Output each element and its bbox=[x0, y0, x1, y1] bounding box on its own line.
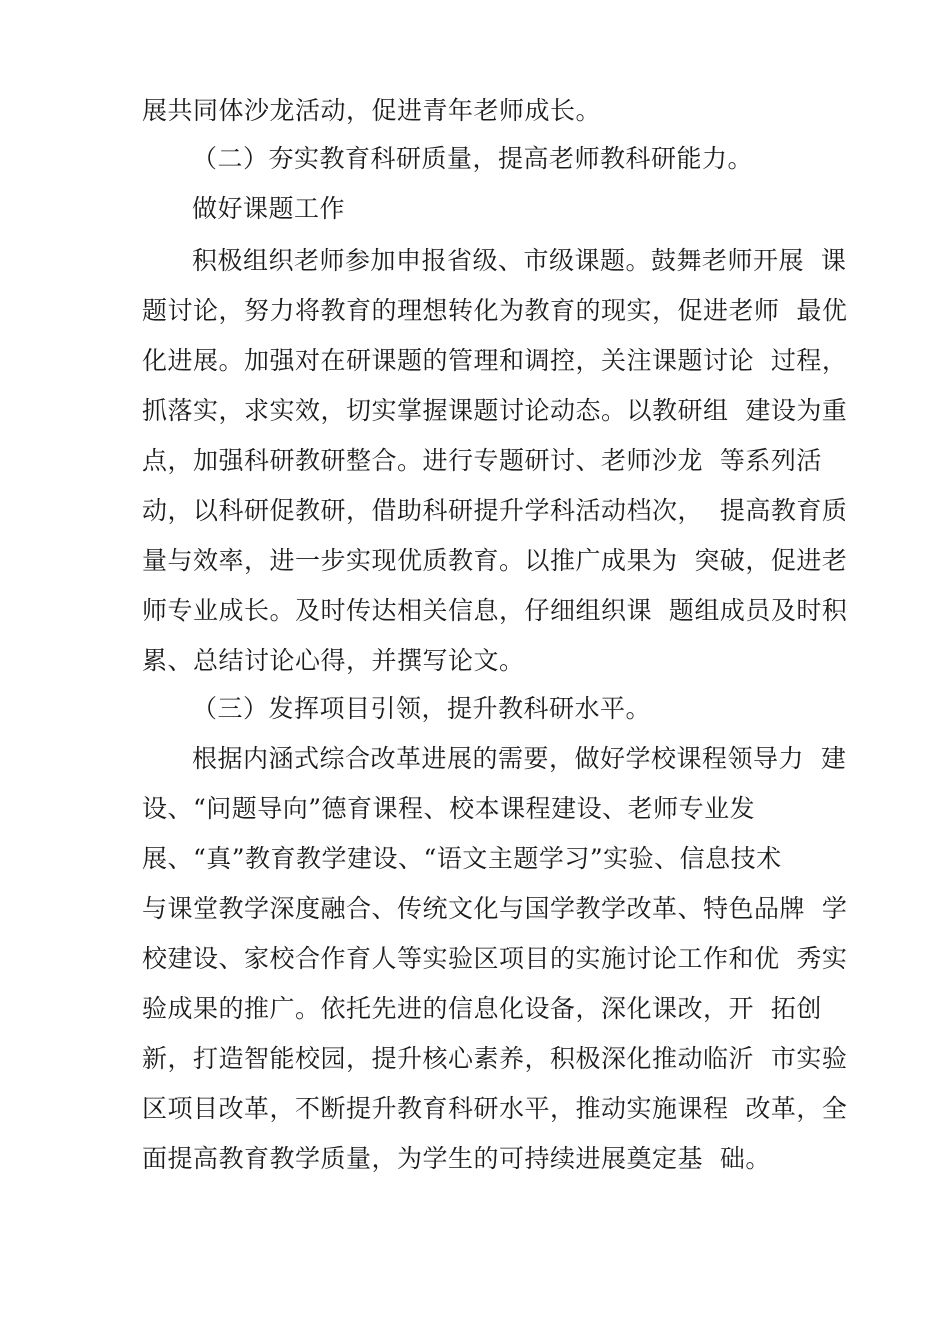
section-heading: （二）夯实教育科研质量，提高老师教科研能力。 bbox=[192, 144, 754, 173]
text-line: 量与效率，进一步实现优质教育。以推广成果为 突破，促进老 bbox=[142, 546, 848, 575]
text-line: 化进展。加强对在研课题的管理和调控，关注课题讨论 过程， bbox=[142, 346, 848, 375]
text-line: 区项目改革，不断提升教育科研水平，推动实施课程 改革，全 bbox=[142, 1094, 848, 1123]
text-line: 与课堂教学深度融合、传统文化与国学教学改革、特色品牌 学 bbox=[142, 894, 848, 923]
text-line: 积极组织老师参加申报省级、市级课题。鼓舞老师开展 课 bbox=[192, 246, 847, 275]
text-line: 累、总结讨论心得，并撰写论文。 bbox=[142, 646, 525, 675]
text-line: 校建设、家校合作育人等实验区项目的实施讨论工作和优 秀实 bbox=[142, 944, 848, 973]
text-line: 展、“真”教育教学建设、“语文主题学习”实验、信息技术 bbox=[142, 844, 782, 873]
text-line: 展共同体沙龙活动，促进青年老师成长。 bbox=[142, 96, 602, 125]
text-line: 点，加强科研教研整合。进行专题研讨、老师沙龙 等系列活 bbox=[142, 446, 822, 475]
text-line: 抓落实，求实效，切实掌握课题讨论动态。以教研组 建设为重 bbox=[142, 396, 848, 425]
text-line: 验成果的推广。依托先进的信息化设备，深化课改，开 拓创 bbox=[142, 994, 822, 1023]
subsection-heading: 做好课题工作 bbox=[192, 194, 346, 223]
text-line: 新，打造智能校园，提升核心素养，积极深化推动临沂 市实验 bbox=[142, 1044, 848, 1073]
text-line: 动，以科研促教研，借助科研提升学科活动档次， 提高教育质 bbox=[142, 496, 848, 525]
text-line: 题讨论，努力将教育的理想转化为教育的现实，促进老师 最优 bbox=[142, 296, 848, 325]
text-line: 面提高教育教学质量，为学生的可持续进展奠定基 础。 bbox=[142, 1144, 771, 1173]
text-line: 设、“问题导向”德育课程、校本课程建设、老师专业发 bbox=[142, 794, 756, 823]
text-line: 师专业成长。及时传达相关信息，仔细组织课 题组成员及时积 bbox=[142, 596, 848, 625]
section-heading: （三）发挥项目引领，提升教科研水平。 bbox=[192, 694, 652, 723]
text-line: 根据内涵式综合改革进展的需要，做好学校课程领导力 建 bbox=[192, 744, 847, 773]
